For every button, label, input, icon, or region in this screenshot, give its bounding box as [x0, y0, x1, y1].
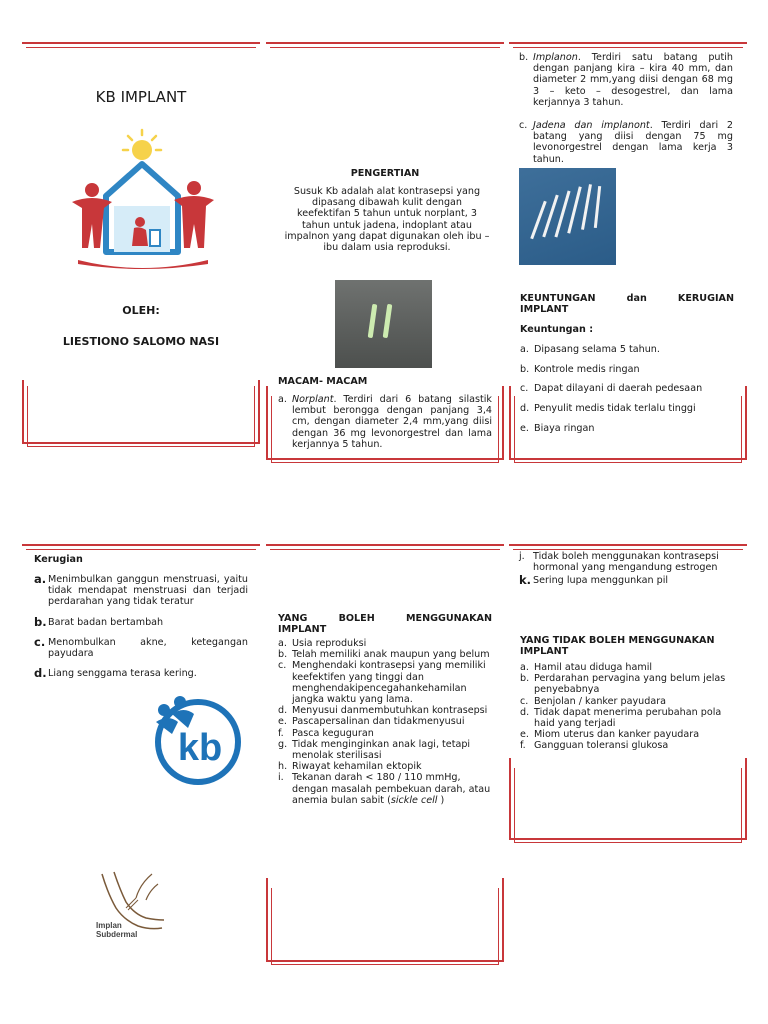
item-text: Kontrole medis ringan — [534, 363, 640, 375]
item-text: Menombulkan akne, ketegangan payudara — [48, 636, 248, 660]
item-text: Dapat dilayani di daerah pedesaan — [534, 383, 703, 395]
list-marker: e. — [278, 716, 287, 728]
item-text: Gangguan toleransi glukosa — [534, 740, 669, 752]
heading-word: YANG — [278, 613, 308, 624]
top-rule — [22, 42, 260, 44]
item-text: Penyulit medis tidak terlalu tinggi — [534, 403, 696, 415]
heading-line2: IMPLANT — [520, 304, 569, 316]
top-rule-inner — [513, 549, 743, 550]
list-marker: a. — [520, 662, 529, 673]
arm-caption-2: Subdermal — [96, 930, 138, 939]
list-item — [520, 740, 734, 751]
list-marker: d. — [520, 706, 530, 718]
list-item — [278, 716, 492, 727]
list-marker: b. — [34, 614, 47, 629]
list-marker: a. — [520, 344, 529, 355]
list-marker: d. — [520, 403, 530, 415]
list-item — [519, 551, 735, 573]
item-text: Tidak dapat menerima perubahan pola haid yang terjadi — [534, 706, 722, 730]
boleh-list — [278, 638, 492, 806]
list-item — [278, 705, 492, 716]
heading-word: dan — [626, 293, 647, 304]
list-marker: e. — [520, 422, 529, 434]
list-item — [278, 739, 492, 761]
list-item — [520, 707, 734, 729]
item-text: Dipasang selama 5 tahun. — [534, 344, 660, 355]
list-item — [34, 668, 248, 679]
list-marker: c. — [519, 120, 528, 132]
heading-word: KEUNTUNGAN — [520, 293, 596, 304]
implant-rods-photo — [335, 280, 432, 368]
list-item — [278, 761, 492, 772]
implanon-rods-photo — [519, 168, 616, 265]
list-item — [520, 364, 734, 375]
boleh-panel — [266, 542, 504, 964]
cover-title: KB IMPLANT — [95, 88, 187, 106]
item-text: . Terdiri satu batang putih dengan panjang kira – kira 40 mm, dan diameter 2 mm,yang diisi dengan 68 mg 3 – keto – desogestrel, dan lama kerjannya 3 tahun. — [533, 52, 733, 108]
item-text: Perdarahan pervagina yang belum jelas penyebabnya — [534, 673, 726, 696]
list-marker: b. — [278, 649, 288, 661]
top-rule-inner — [513, 47, 743, 48]
top-rule-inner — [26, 549, 256, 550]
list-marker: g. — [278, 738, 288, 750]
list-item — [519, 120, 733, 165]
list-marker: f. — [278, 727, 284, 739]
item-text: Biaya ringan — [534, 422, 595, 434]
list-item — [519, 52, 733, 108]
heading-word: MENGGUNAKAN — [405, 613, 492, 624]
top-rule-inner — [270, 47, 500, 48]
list-item — [520, 344, 734, 355]
family-house-illustration — [68, 124, 218, 274]
bottom-bracket-inner — [271, 888, 499, 965]
sun-icon — [123, 130, 161, 160]
kb-logo — [150, 692, 246, 788]
item-text: Menyusui danmembutuhkan kontrasepsi — [292, 705, 488, 717]
top-rule — [509, 544, 747, 546]
top-rule-inner — [26, 47, 256, 48]
top-rule — [266, 544, 504, 546]
item-name: Jadena dan implanont — [533, 120, 650, 132]
list-marker: b. — [519, 52, 529, 63]
item-tail: ) — [440, 794, 445, 806]
bottom-bracket-inner — [27, 386, 255, 447]
list-item — [278, 638, 492, 649]
arm-caption-1: Implan — [96, 921, 122, 930]
item-text: . Terdiri dari 2 batang yang diisi dengan 75 mg levonorgestrel dengan lama kerja 3 tahun. — [533, 120, 733, 165]
list-marker: a. — [34, 572, 47, 586]
top-rule — [22, 544, 260, 546]
item-text: Telah memiliki anak maupun yang belum — [292, 649, 490, 661]
keuntungan-panel — [509, 40, 747, 462]
keuntungan-heading — [520, 293, 734, 315]
boleh-list-continued — [519, 551, 735, 587]
item-text: Usia reproduksi — [292, 638, 367, 649]
item-text: Tekanan darah < 180 / 110 mmHg, dengan masalah pembekuan darah, atau anemia bulan sabit ( — [292, 772, 491, 806]
list-item — [520, 673, 734, 695]
heading-word: KERUGIAN — [677, 293, 734, 304]
boleh-heading — [278, 613, 492, 635]
list-marker: b. — [520, 673, 530, 685]
item-text: Benjolan / kanker payudara — [534, 695, 667, 707]
kerugian-panel — [22, 542, 260, 982]
item-name: Implanon — [533, 52, 578, 63]
list-marker: c. — [520, 695, 529, 707]
macam-heading: MACAM- MACAM — [278, 376, 368, 387]
heading-line2: IMPLANT — [520, 646, 569, 658]
list-marker: k. — [519, 573, 532, 588]
list-marker: i. — [278, 772, 284, 784]
list-marker: c. — [34, 634, 46, 649]
list-marker: c. — [278, 660, 287, 672]
item-name: Norplant — [292, 394, 334, 405]
heading-word: BOLEH — [338, 613, 375, 624]
list-marker: a. — [278, 394, 287, 405]
item-text: Sering lupa menggunkan pil — [533, 575, 669, 587]
cover-by-label: OLEH: — [122, 304, 160, 317]
list-item — [278, 649, 492, 660]
kb-logo-text: kb — [177, 727, 223, 769]
list-item — [278, 728, 492, 739]
list-marker: j. — [519, 551, 525, 562]
item-italic: sickle cell — [390, 794, 438, 806]
heading-line2: IMPLANT — [278, 624, 327, 636]
item-text: Liang senggama terasa kering. — [48, 668, 197, 680]
list-marker: f. — [520, 740, 526, 752]
list-item — [519, 575, 735, 586]
list-item — [520, 729, 734, 740]
item-text: . Terdiri dari 6 batang silastik lembut berongga dengan panjang 3,4 cm, dengan diameter 2,4 mm,yang diisi dengan 36 mg levonorgestrel dan lama kerjannya 5 tahun. — [292, 394, 492, 450]
pengertian-panel — [266, 40, 504, 462]
item-text: Menimbulkan ganggun menstruasi, yaitu tidak mendapat menstruasi dan terjadi perdarahan yang tidak teratur — [48, 574, 248, 608]
item-text: Riwayat kehamilan ektopik — [292, 761, 422, 773]
heading-line1: YANG TIDAK BOLEH MENGGUNAKAN — [520, 635, 715, 646]
tidak-boleh-heading — [520, 635, 736, 657]
item-text: Menghendaki kontrasepsi yang memiliki keefektifen yang tinggi dan menghendakipencegahankehamilan jangka waktu yang lama. — [292, 660, 486, 706]
macam-list-continued — [519, 52, 733, 165]
list-item — [278, 772, 492, 806]
pengertian-heading: PENGERTIAN — [350, 168, 420, 179]
list-item — [278, 660, 492, 705]
item-text: Pasca keguguran — [292, 727, 374, 739]
tidak-boleh-list — [520, 662, 734, 752]
kerugian-heading: Kerugian — [34, 554, 83, 565]
keuntungan-subheading: Keuntungan : — [520, 324, 594, 335]
bottom-bracket-inner — [514, 768, 742, 843]
top-rule — [509, 42, 747, 44]
list-item — [34, 574, 248, 608]
kerugian-list — [34, 574, 248, 679]
list-marker: h. — [278, 761, 288, 773]
top-rule-inner — [270, 549, 500, 550]
list-marker: b. — [520, 363, 530, 375]
list-item — [520, 662, 734, 673]
cover-author: LIESTIONO SALOMO NASI — [62, 335, 220, 348]
list-item — [520, 696, 734, 707]
list-marker: d. — [278, 705, 288, 717]
item-text: Barat badan bertambah — [48, 616, 164, 628]
tidak-boleh-panel — [509, 542, 747, 842]
item-text: Pascapersalinan dan tidakmenyusui — [292, 716, 465, 728]
list-item — [34, 614, 248, 629]
arm-subdermal-sketch — [92, 864, 172, 944]
list-marker: e. — [520, 729, 529, 741]
list-marker: a. — [278, 638, 287, 649]
item-text: Tidak boleh menggunakan kontrasepsi hormonal yang mengandung estrogen — [533, 551, 719, 574]
list-marker: c. — [520, 383, 529, 395]
bottom-bracket-inner — [271, 396, 499, 463]
item-text: Tidak menginginkan anak lagi, tetapi menolak sterilisasi — [292, 738, 471, 762]
list-item — [34, 634, 248, 660]
cover-panel — [22, 40, 260, 458]
pengertian-body: Susuk Kb adalah alat kontrasepsi yang dipasang dibawah kulit dengan keefektifan 5 tahun untuk norplant, 3 tahun untuk jadena, indoplant atau impalnon yang dapat digunakan oleh ibu – ibu dalam usia reproduksi. — [284, 186, 490, 254]
item-text: Hamil atau diduga hamil — [534, 662, 653, 673]
bottom-bracket-inner — [514, 396, 742, 463]
item-text: Miom uterus dan kanker payudara — [534, 729, 700, 741]
list-marker: d. — [34, 666, 47, 681]
top-rule — [266, 42, 504, 44]
